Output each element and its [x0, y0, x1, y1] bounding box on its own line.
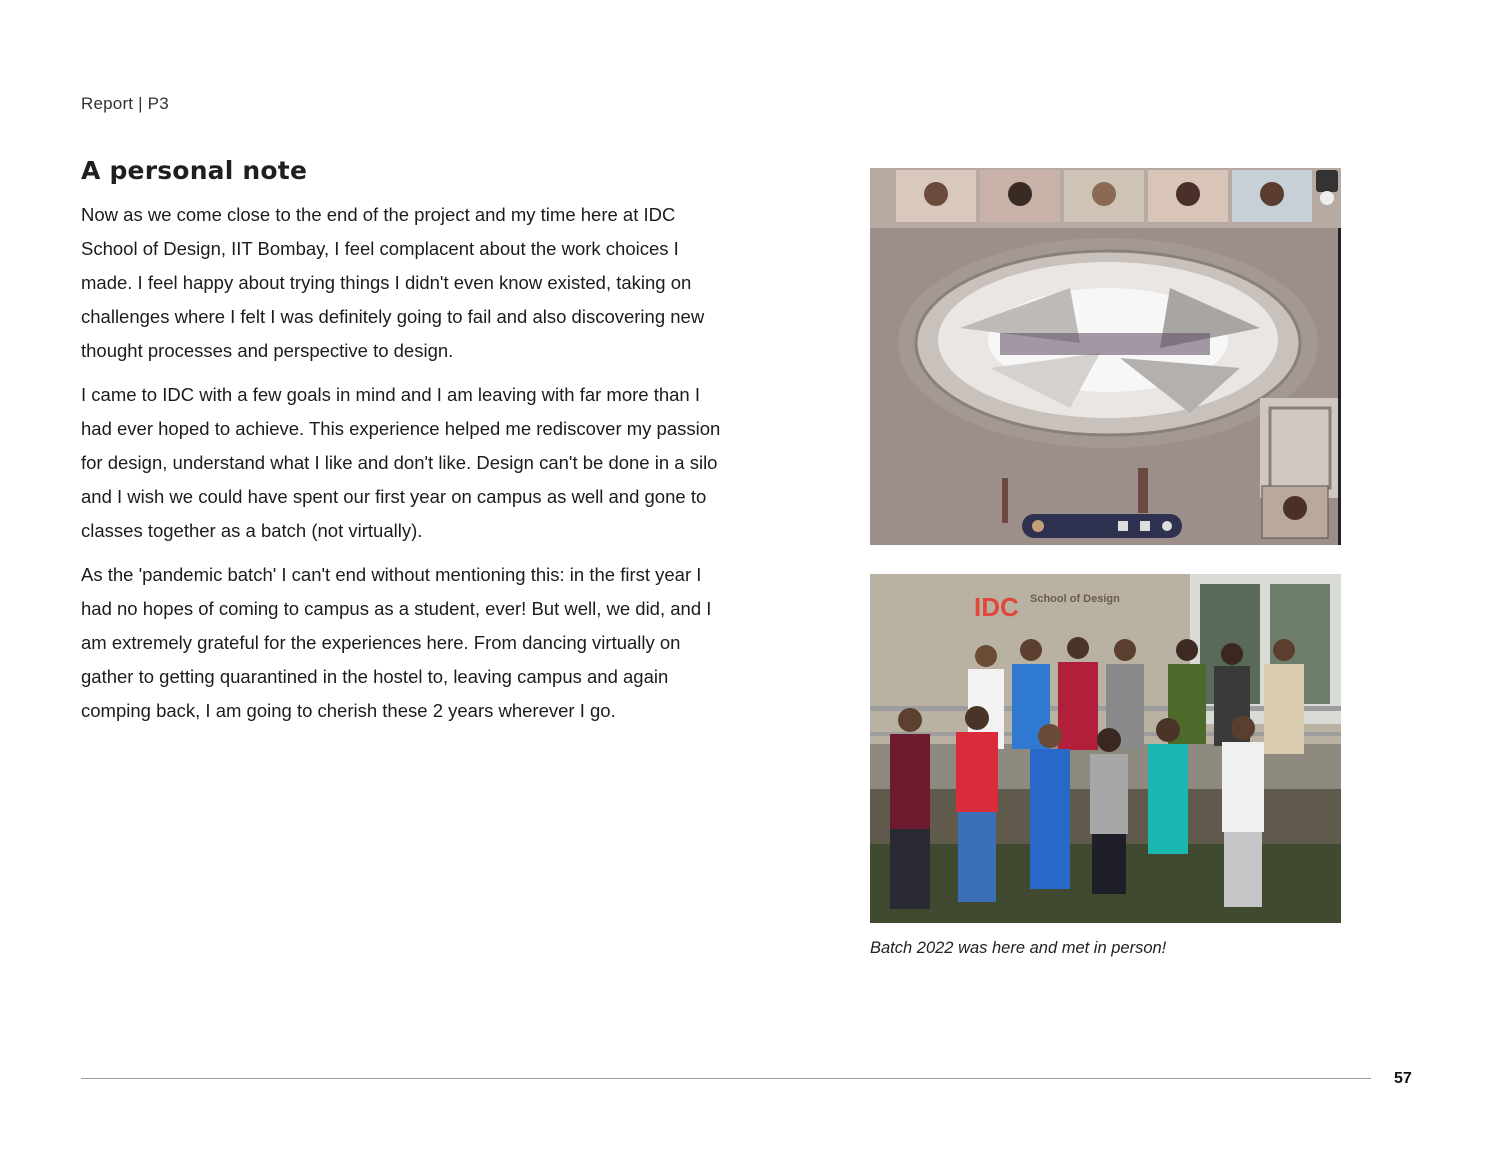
- paragraph-3: As the 'pandemic batch' I can't end without mentioning this: in the first year I had no hopes of coming to campus as a student, ever! But well, we did, and I am extremely grateful for the experiences here. From dancing virtually on gather to getting quarantined in the hostel to, leaving campus and again comping back, I am going to cherish these 2 years wherever I go.: [81, 564, 712, 721]
- arena-drawing: [898, 238, 1318, 448]
- gather-illustration: [870, 168, 1341, 545]
- paragraph-2: I came to IDC with a few goals in mind and I am leaving with far more than I had ever hoped to achieve. This experience helped me rediscover my passion for design, understand what I like and don't like. Design can't be done in a silo and I wish we could have spent our first year on campus as well and gone to classes together as a batch (not virtually).: [81, 384, 721, 541]
- paragraph-1: Now as we come close to the end of the project and my time here at IDC School of Design, IIT Bombay, I feel complacent about the work choices I made. I feel happy about trying things I didn't even know existed, taking on challenges where I felt I was definitely going to fail and also discovering new thought processes and perspective to design.: [81, 204, 705, 361]
- body-text: [81, 198, 731, 738]
- video-tiles: [896, 170, 1312, 222]
- photo-caption: Batch 2022 was here and met in person!: [870, 939, 1167, 957]
- page-number: 57: [1394, 1070, 1412, 1087]
- group-photo-illustration: [870, 574, 1341, 923]
- group-photo-image: [870, 574, 1341, 923]
- gather-screenshot-image: [870, 168, 1341, 545]
- expand-icon: [1316, 170, 1338, 192]
- gather-toolbar: [1022, 514, 1182, 538]
- idc-sign-text: IDC: [974, 592, 1019, 622]
- running-header: Report | P3: [81, 94, 169, 113]
- section-title: A personal note: [81, 156, 308, 185]
- footer-divider: [81, 1078, 1371, 1079]
- school-sign-text: School of Design: [1030, 593, 1120, 605]
